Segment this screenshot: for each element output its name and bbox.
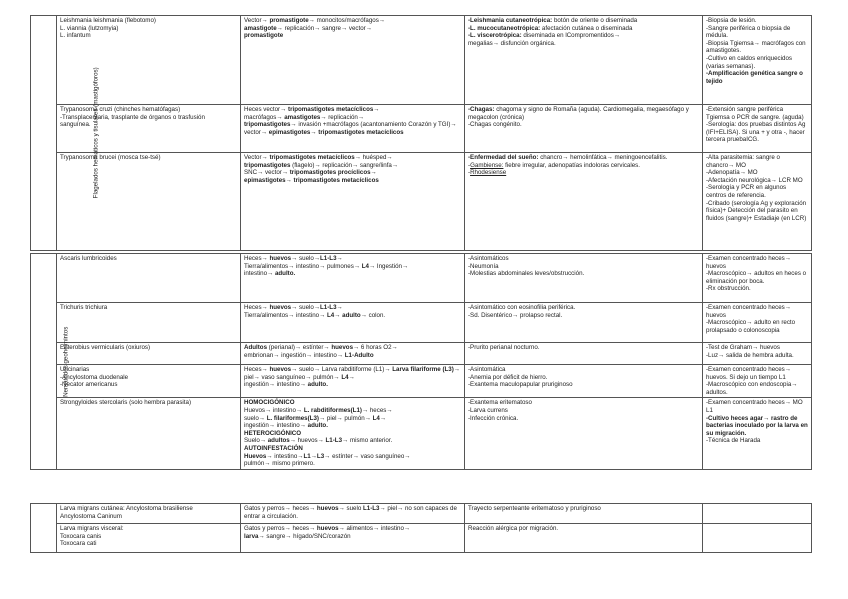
clinic-cell — [465, 343, 703, 365]
larvas-body — [31, 504, 812, 553]
organism-line: Enterobius vermicularis (oxiuros) — [60, 344, 151, 351]
text-run: fiebre irregular, adenopatías indoloras cervicales. - — [468, 161, 640, 177]
text-run: -Asintomáticos -Neumonía -Molestias abdominales leves/obstrucción. — [468, 255, 585, 278]
cell-text — [468, 366, 699, 389]
bold-text-run: larva — [244, 532, 259, 540]
diagnosis-cell — [703, 398, 812, 469]
bold-text-run: tripomastigotes metacíclicos — [288, 106, 374, 113]
bold-text-run: tripomastigotes metacíclicos — [293, 176, 379, 184]
group-label: Flagelados hemáticos y tisulares (mastigóforos) — [92, 67, 100, 199]
cell-text — [244, 304, 461, 319]
text-run: Heces vector→ — [244, 106, 289, 113]
bold-text-run: huevos — [316, 505, 339, 512]
cell-text — [244, 399, 461, 467]
clinic-cell — [465, 254, 703, 303]
bold-text-run: L1-L3 — [325, 437, 343, 445]
cell-text — [706, 154, 808, 222]
text-run: → piel→ pulmón→ — [318, 414, 373, 422]
organism-line: Trypanosoma cruzi (chinches hematófagas) — [60, 106, 181, 113]
bold-text-run: -Cultivo heces agar→ rastro de bacterias inoculado por la larva en su migración. — [706, 414, 808, 437]
cycle-cell — [241, 105, 465, 153]
bold-text-run: huevos — [269, 304, 292, 311]
text-run: → piel→ no son capaces de entrar a circulación. — [244, 505, 457, 520]
bold-text-run: adulto — [342, 311, 361, 319]
diagnosis-cell — [703, 105, 812, 153]
text-run: → invasión +macrófagos (acantonamiento Corazón y TGI)→ vector→ — [244, 121, 457, 136]
bold-text-run: adultos — [267, 437, 290, 445]
organism-cell — [57, 524, 241, 553]
text-run: → — [285, 176, 294, 184]
table-row — [31, 254, 812, 303]
bold-text-run: promastigote — [269, 17, 309, 24]
bold-text-run: L. rabditiformes(L1) — [303, 406, 362, 414]
cycle-cell — [241, 16, 465, 105]
underlined-text-run: Gambiense: — [470, 161, 504, 169]
text-run: → colon. — [360, 311, 386, 319]
diagnosis-cell — [703, 504, 812, 524]
organism-cell — [57, 343, 241, 365]
text-run: → piel→ vaso sanguíneo→ pulmón→ — [244, 366, 460, 381]
text-run: Huevos→ intestino→ — [244, 406, 304, 414]
text-run: -Biopsia de lesión. -Sangre periférica o biopsia de médula. -Biopsia Tgiemsa→ macrófagos con amastigotes. -Cultivo en caldos enriquecidos (varias semanas). — [706, 17, 806, 70]
cell-text — [468, 399, 699, 422]
bold-text-run: L1-L3 — [320, 304, 337, 311]
cycle-cell — [241, 524, 465, 553]
text-run: → replicación→ sangre→ vector→ — [276, 24, 372, 32]
bold-text-run: -Enfermedad del sueño: — [468, 154, 539, 161]
text-run: → macrófagos→ — [244, 106, 380, 121]
text-run: → mismo anterior. — [342, 437, 393, 445]
text-run: → — [334, 311, 343, 319]
diagnosis-cell — [703, 524, 812, 553]
organism-cell — [57, 303, 241, 343]
text-run: -Asintomática -Anemia por déficit de hierro. -Exantema maculopapular pruriginoso — [468, 366, 573, 389]
bold-text-run: HOMOCIGÓNICO — [244, 399, 295, 407]
bold-text-run: tripomastigotes procíclicos — [289, 169, 371, 177]
bold-text-run: L1-L3 — [363, 505, 380, 512]
text-run: -Extensión sangre periférica Tgiemsa o PCR de sangre. (aguda) -Serología: dos pruebas distintos Ag (IFI+ELISA). Si una + y otra -, hacer tercera pruebaICG. — [706, 106, 806, 144]
organism-line: Ancylostoma Caninum — [60, 512, 122, 520]
clinic-cell — [465, 153, 703, 251]
bold-text-run: huevos — [269, 255, 292, 262]
table-row — [31, 153, 812, 251]
text-run: chancro→ hemolinfática→ meningoencefalitis. - — [468, 154, 668, 169]
text-run: → replicación→ — [320, 113, 365, 121]
table-row — [31, 303, 812, 343]
table-row — [31, 105, 812, 153]
organism-cell — [57, 16, 241, 105]
diagnosis-cell — [703, 303, 812, 343]
group-label: Nematodos geohelmintos — [62, 326, 70, 397]
diagnosis-cell — [703, 254, 812, 303]
text-run: -Examen concentrado heces→ huevos. Si dejo un tiempo L1 -Macroscópico con endoscopia→ adultos. — [706, 366, 798, 396]
cycle-cell — [241, 343, 465, 365]
cell-text — [244, 106, 461, 136]
organism-line: Uncinarias — [60, 366, 90, 373]
organism-line: L. infantum — [60, 32, 91, 40]
organism-cell — [57, 365, 241, 398]
bold-text-run: AUTOINFESTACIÓN — [244, 444, 303, 452]
text-run: Vector→ — [244, 154, 270, 161]
bold-text-run: L4 — [372, 414, 380, 422]
cell-text — [706, 344, 808, 359]
text-run: afectación cutánea o diseminada — [541, 24, 633, 32]
cell-text — [244, 154, 461, 184]
text-run: → — [310, 452, 317, 460]
bold-text-run: -L. mucocutaneotrópica: — [468, 24, 541, 32]
bold-text-run: adulto. — [274, 270, 296, 278]
bold-text-run: epimastigotes — [244, 176, 286, 184]
organism-cell — [57, 153, 241, 251]
organism-line: Toxocara cati — [60, 540, 97, 548]
cell-text — [468, 304, 699, 319]
bold-text-run: tripomastigotes — [244, 161, 291, 169]
table-row — [31, 504, 812, 524]
cell-text — [244, 17, 461, 40]
cycle-cell — [241, 504, 465, 524]
bold-text-run: L4 — [361, 262, 369, 270]
bold-text-run: huevos — [331, 344, 354, 351]
organism-line: Larva migrans cutánea: Ancylostoma brasiliense — [60, 505, 193, 512]
bold-text-run: tripomastigotes metacíclicos — [269, 154, 355, 161]
text-run: -Test de Graham→ huevos -Luz→ salida de hembra adulta. — [706, 344, 794, 359]
text-run: -Examen concentrado heces→ MO L1 — [706, 399, 803, 414]
text-run: Suelo→ — [244, 437, 268, 445]
bold-text-run: adulto. — [307, 381, 328, 389]
organism-line: Toxocara canis — [60, 532, 102, 540]
text-run: chagoma y signo de Romaña (aguda). Cardiomegalia, megaesófago y megacolon (crónica) -Chagas congénito. — [468, 106, 689, 129]
text-run: → suelo→ — [291, 255, 321, 262]
text-run: Gatos y perros→ heces→ — [244, 525, 317, 532]
bold-text-run: Huevos — [244, 452, 267, 460]
bold-text-run: -Leishmania cutaneotrópica: — [468, 17, 553, 24]
organism-line: Larva migrans visceral: — [60, 525, 124, 532]
bold-text-run: huevos — [269, 366, 292, 373]
text-run: → — [310, 128, 319, 136]
text-run: Vector→ — [244, 17, 270, 24]
text-run: diseminada en lCompromentidos→ megalias→ disfunción orgánica. — [468, 32, 621, 47]
bold-text-run: epimastigotes — [268, 128, 311, 136]
bold-text-run: Larva filariforme (L3) — [392, 366, 454, 373]
table-row — [31, 16, 812, 105]
bold-text-run: L1-L3 — [320, 255, 337, 262]
cell-text — [244, 505, 461, 520]
text-run: → ingestión→ intestino→ — [244, 373, 355, 389]
organism-line: L. viannia (lutzomyia) — [60, 24, 119, 32]
text-run: Heces→ — [244, 366, 270, 373]
cell-text — [706, 106, 808, 144]
text-run: -Exantema eritematoso -Larva currens -Infección crónica. — [468, 399, 532, 422]
cell-text — [244, 344, 461, 359]
cell-text — [706, 255, 808, 293]
cycle-cell — [241, 365, 465, 398]
diagnosis-cell — [703, 153, 812, 251]
text-run: → sangre→ hígado/SNC/corazón — [258, 532, 351, 540]
diagnosis-cell — [703, 16, 812, 105]
bold-text-run: L1 — [303, 452, 311, 460]
cell-text — [468, 154, 699, 177]
cell-text — [244, 255, 461, 278]
organism-line: Strongyloides stercolaris (solo hembra parasita) — [60, 399, 192, 407]
bold-text-run: L1-Adulto — [344, 351, 374, 359]
bold-text-run: promastigote — [244, 32, 284, 40]
text-run: → suelo→ Larva rabditiforme (L1)→ — [291, 366, 393, 373]
text-run: -Técnica de Harada — [706, 437, 761, 445]
cell-text — [468, 106, 699, 129]
text-run: -Asintomático con eosinofilia periférica. -Sd. Disentérico→ prolapso rectal. — [468, 304, 576, 319]
group-label-cell — [31, 254, 70, 470]
text-run: → estínter→ vaso sanguíneo→ pulmón→ mismo primero. — [244, 452, 411, 468]
text-run: → Tierra/alimentos→ intestino→ — [244, 304, 343, 319]
cell-text — [706, 399, 808, 445]
cell-text — [468, 17, 699, 47]
diagnosis-cell — [703, 365, 812, 398]
bold-text-run: amastigotes — [284, 113, 321, 121]
text-run: -Examen concentrado heces→ huevos -Macroscópico→ adulto en recto prolapsado o colonoscopia — [706, 304, 796, 334]
cycle-cell — [241, 398, 465, 469]
organism-cell — [57, 254, 241, 303]
organism-line: Leishmania leishmania (flebotomo) — [60, 17, 156, 24]
organism-cell — [57, 504, 241, 524]
text-run: → intestino→ — [266, 452, 304, 460]
bold-text-run: tripomastigotes metacíclicos — [318, 128, 404, 136]
clinic-cell — [465, 365, 703, 398]
cycle-cell — [241, 153, 465, 251]
organism-line: Trichuris trichiura — [60, 304, 108, 311]
text-run: → alimentos→ intestino→ — [338, 525, 411, 532]
cycle-cell — [241, 303, 465, 343]
table-row — [31, 398, 812, 469]
text-run: → suelo — [338, 505, 363, 512]
table-row — [31, 365, 812, 398]
cell-text — [706, 304, 808, 334]
text-run: -Examen concentrado heces→ huevos -Macroscópico→ adultos en heces o eliminación por boca. -Rx obstrucción. — [706, 255, 807, 293]
text-run: botón de oriente o diseminada — [553, 17, 638, 24]
text-run: → ingestión→ intestino→ — [244, 414, 387, 430]
bold-text-run: Adultos — [244, 344, 268, 351]
nematodos-table — [30, 253, 812, 470]
text-run: -Alta parasitemia: sangre o chancro→ MO -Adenopatía→ MO -Afectación neurológica→ LCR MO -Serología y PCR en algunos centros de referencia. -Cribado (serología Ag y exploración física)+ Detección del parasito en fluidos (sangre)+ Estadiaje (en LCR) — [706, 154, 807, 222]
text-run: Trayecto serpenteante eritematoso y pruriginoso — [468, 505, 601, 512]
text-run: → Ingestión→ intestino→ — [244, 262, 409, 278]
cell-text — [468, 505, 699, 513]
cell-text — [468, 525, 699, 533]
organism-line: -Necator americanus — [60, 381, 118, 389]
larvas-table — [30, 503, 812, 553]
bold-text-run: L4 — [327, 311, 335, 319]
text-run: Heces→ — [244, 255, 270, 262]
text-run: → Tierra/alimentos→ intestino→ pulmones→ — [244, 255, 361, 270]
table-row — [31, 343, 812, 365]
clinic-cell — [465, 398, 703, 469]
organism-cell — [57, 398, 241, 469]
text-run: Gatos y perros→ heces→ — [244, 505, 317, 512]
organism-line: Trypanosoma brucei (mosca tse-tsé) — [60, 154, 161, 161]
diagnosis-cell — [703, 343, 812, 365]
clinic-cell — [465, 105, 703, 153]
bold-text-run: adulto. — [307, 422, 328, 430]
text-run: → 6 horas O2→ embrionan→ ingestión→ intestino→ — [244, 344, 398, 359]
bold-text-run: L. filariformes(L3) — [266, 414, 319, 422]
clinic-cell — [465, 504, 703, 524]
clinic-cell — [465, 524, 703, 553]
organism-cell — [57, 105, 241, 153]
text-run: (perianal)→ estínter→ — [267, 344, 332, 351]
text-run: → suelo→ — [291, 304, 321, 311]
cell-text — [706, 366, 808, 396]
cycle-cell — [241, 254, 465, 303]
flagelados-body — [31, 16, 812, 251]
text-run: → monocitos/macrófagos→ — [308, 17, 385, 24]
flagelados-table — [30, 15, 812, 251]
bold-text-run: huevos — [316, 525, 339, 532]
bold-text-run: -L. viscerotrópica: — [468, 32, 522, 40]
organism-line: Ascaris lumbricoides — [60, 255, 117, 262]
text-run: → huésped→ — [354, 154, 393, 161]
organism-line: -Transplacentaria, trasplante de órganos o trasfusión sanguínea. — [60, 113, 205, 129]
underlined-text-run: Rhodesiense — [470, 169, 507, 177]
cell-text — [468, 344, 699, 352]
text-run: Heces→ — [244, 304, 270, 311]
table-row — [31, 524, 812, 553]
text-run: -Prurito perianal nocturno. — [468, 344, 540, 351]
organism-line: -Ancylostoma duodenale — [60, 373, 129, 381]
group-label-cell — [31, 504, 57, 553]
text-run: Reacción alérgica por migración. — [468, 525, 559, 532]
text-run: → huevos→ — [289, 437, 326, 445]
nematodos-body — [31, 254, 812, 470]
text-run: → — [370, 169, 377, 177]
cell-text — [706, 17, 808, 85]
bold-text-run: amastigote — [244, 24, 277, 32]
bold-text-run: -Chagas: — [468, 106, 495, 113]
clinic-cell — [465, 303, 703, 343]
bold-text-run: L4 — [341, 373, 349, 381]
clinic-cell — [465, 16, 703, 105]
bold-text-run: L3 — [316, 452, 325, 460]
bold-text-run: -Amplificación genética sangre o tejido — [706, 70, 803, 85]
cell-text — [244, 366, 461, 389]
cell-text — [468, 255, 699, 278]
text-run: → heces→ suelo→ — [244, 406, 393, 422]
bold-text-run: tripomastigotes — [244, 121, 291, 129]
text-run: (flagelo)→ replicación→ sangre/linfa→ SNC→ vector→ — [244, 161, 399, 177]
cell-text — [244, 525, 461, 540]
bold-text-run: HETEROCIGÓNICO — [244, 429, 302, 437]
